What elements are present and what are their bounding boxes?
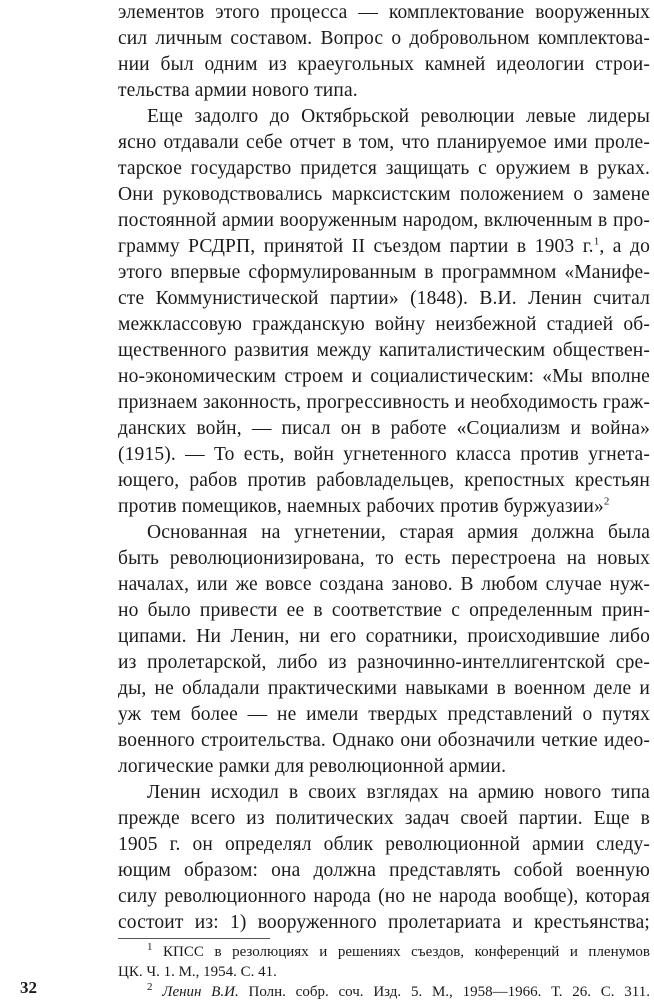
body-line-15: но-экономическим строем и социалистическим: «Мы вполне [118, 366, 650, 387]
body-line-10 [118, 234, 650, 260]
body-line-8: Они руководствовались марксистским положением о замене [118, 184, 650, 205]
body-line-6: ясно отдавали себе отчет в том, что планируемое ими проле- [118, 132, 650, 153]
body-line-30: логические рамки для революционной армии. [118, 756, 507, 777]
body-line-2: сил личным составом. Вопрос о добровольном комплектова- [118, 28, 650, 49]
body-line-9: постоянной армии вооруженным народом, включенным в про- [118, 210, 650, 231]
footnote-divider [118, 938, 270, 939]
body-line-13: межклассовую гражданскую войну неизбежной стадией об- [118, 314, 650, 335]
footnote-ref-1[interactable]: 1 [593, 235, 600, 248]
body-line-3: нии был одним из краеугольных камней идеологии строи- [118, 54, 650, 75]
body-line-10-tail: , а до [599, 236, 650, 257]
body-line-17: данских войн, — писал он в работе «Социализм и война» [118, 418, 650, 439]
body-line-21: Основанная на угнетении, старая армия должна была [147, 522, 650, 543]
body-line-36: состоит из: 1) вооруженного пролетариата и крестьянства; [118, 912, 650, 933]
body-line-25: ципами. Ни Ленин, ни его соратники, происходившие либо [118, 626, 650, 647]
body-line-33: 1905 г. он определял облик революционной армии следу- [118, 834, 650, 855]
page-number: 32 [20, 978, 37, 997]
footnote-1-marker: 1 [147, 941, 153, 953]
footnote-1-line-2: ЦК. Ч. 1. М., 1954. С. 41. [118, 964, 277, 980]
body-line-18: (1915). — То есть, войн угнетенного класса против угнета- [118, 444, 650, 465]
footnote-2-author: Ленин В.И. [162, 984, 239, 1000]
body-line-4: тельства армии нового типа. [118, 80, 358, 101]
body-line-1: элементов этого процесса — комплектование вооруженных [118, 2, 650, 23]
footnote-ref-2[interactable]: 2 [603, 495, 610, 508]
body-line-26: из пролетарской, либо из разночинно-интеллигентской сре- [118, 652, 650, 673]
footnote-2-text: Полн. собр. соч. Изд. 5. М., 1958—1966. Т. 26. С. 311. [238, 984, 651, 1000]
body-line-29: военного строительства. Однако они обозначили четкие идео- [118, 730, 650, 751]
body-line-28: уж тем более — не имели твердых представлений о путях [118, 704, 650, 725]
body-line-7: тарское государство придется защищать с оружием в руках. [118, 158, 650, 179]
body-line-23: началах, или же вовсе создана заново. В любом случае нуж- [118, 574, 650, 595]
body-line-10-text: грамму РСДРП, принятой II съездом партии в 1903 г. [118, 236, 594, 257]
body-line-19: ющего, рабов против рабовладельцев, крепостных крестьян [118, 470, 650, 491]
body-line-27: ды, не обладали практическими навыками в военном деле и [118, 678, 650, 699]
body-line-22: быть революционизирована, то есть перестроена на новых [118, 548, 650, 569]
body-line-35: силу революционного народа (но не народа вообще), которая [118, 886, 650, 907]
footnote-2-marker: 2 [147, 981, 153, 993]
body-line-24: но было привести ее в соответствие с определенным прин- [118, 600, 650, 621]
body-line-20 [118, 494, 650, 520]
body-line-32: прежде всего из политических задач своей партии. Еще в [118, 808, 650, 829]
body-line-31: Ленин исходил в своих взглядах на армию нового типа [147, 782, 650, 803]
footnote-2-line [147, 982, 650, 1002]
footnote-1-text: КПСС в резолюциях и решениях съездов, конференций и пленумов [163, 944, 650, 960]
body-line-5: Еще задолго до Октябрьской революции левые лидеры [147, 106, 650, 127]
body-line-20-text: против помещиков, наемных рабочих против буржуазии» [118, 496, 604, 517]
footnote-1-line-1 [147, 942, 650, 962]
body-line-16: признаем законность, прогрессивность и необходимость граж- [118, 392, 650, 413]
body-line-34: ющим образом: она должна представлять собой военную [118, 860, 650, 881]
body-line-11: этого впервые сформулированным в программном «Манифе- [118, 262, 650, 283]
body-line-12: сте Коммунистической партии» (1848). В.И. Ленин считал [118, 288, 650, 309]
body-line-14: щественного развития между капиталистическим обществен- [118, 340, 650, 361]
